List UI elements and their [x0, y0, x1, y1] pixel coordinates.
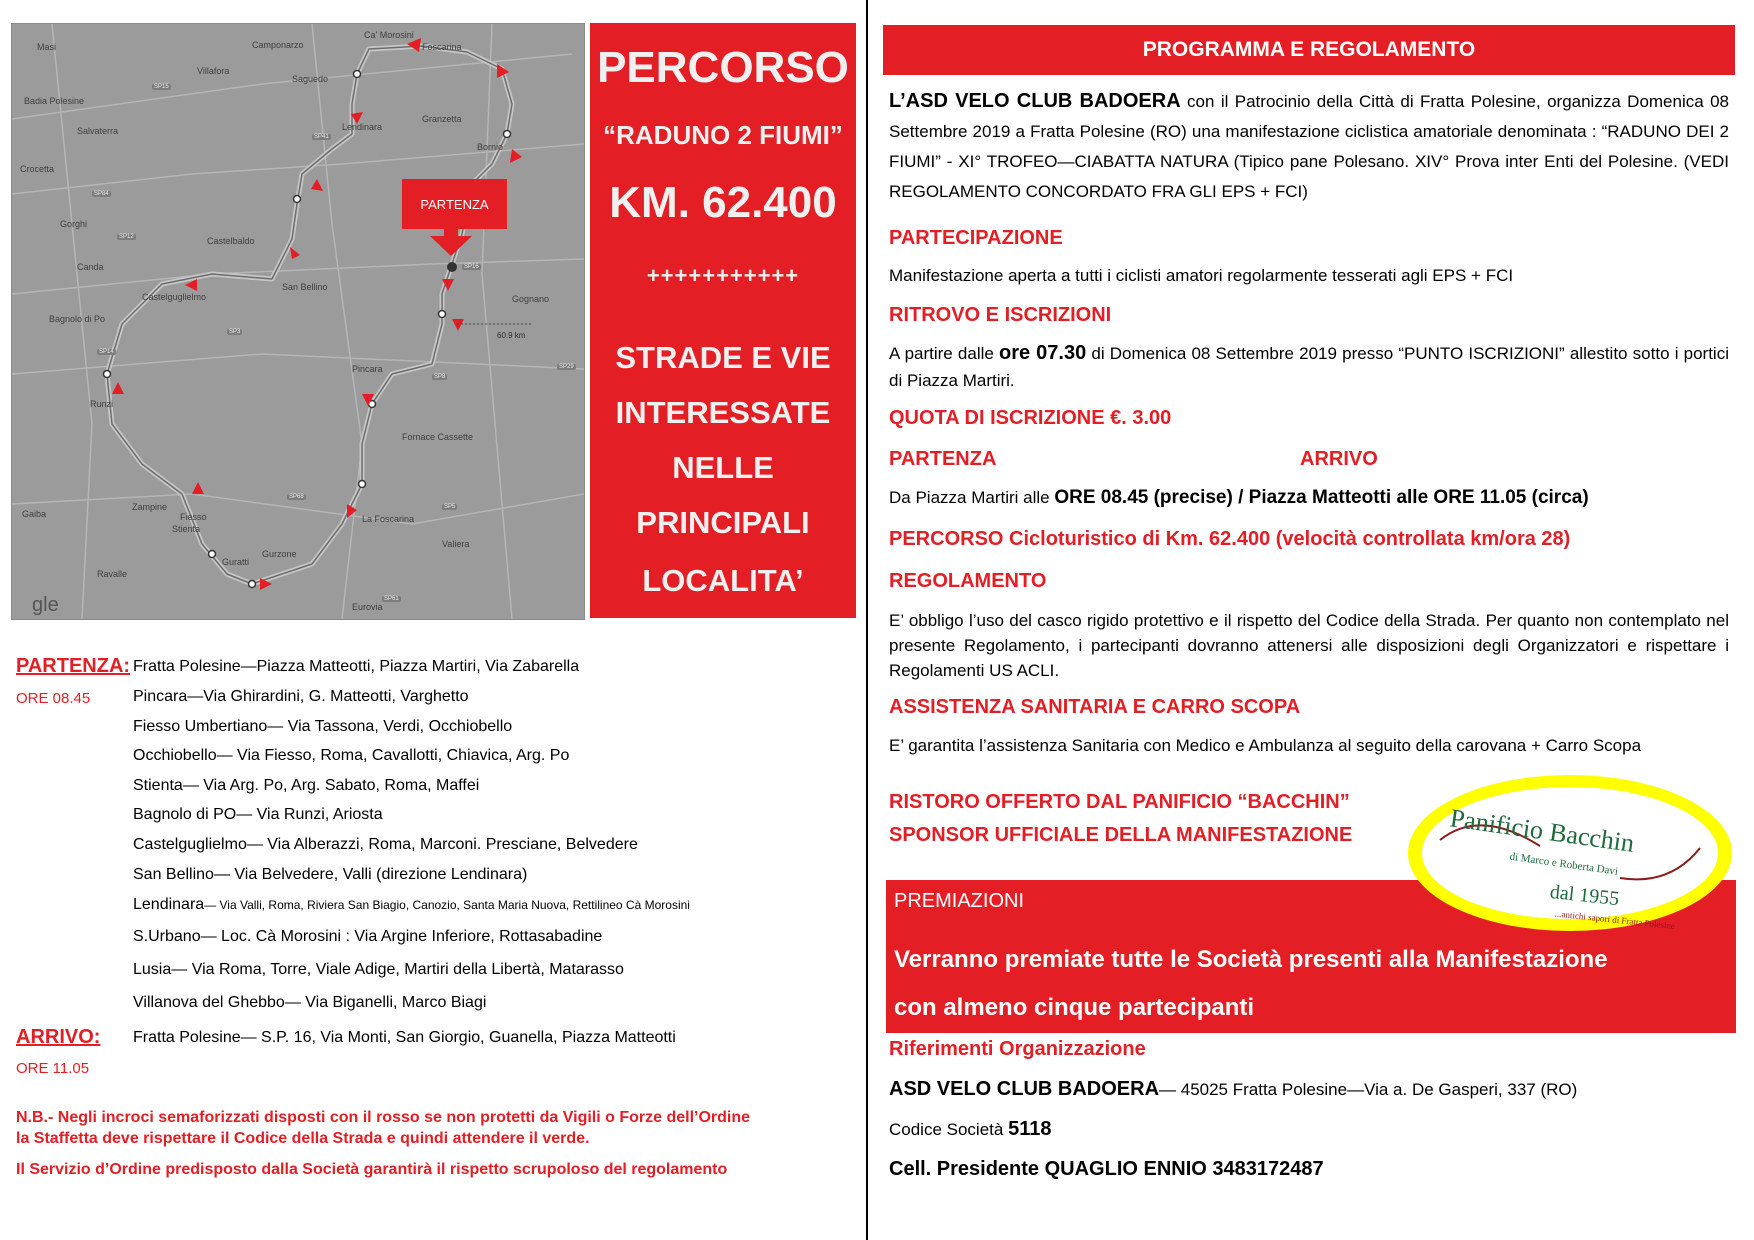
map-place: Stienta: [172, 524, 201, 534]
map-road-label: SP15: [154, 84, 169, 90]
map-place: Gaiba: [22, 509, 47, 519]
locality-row: [133, 896, 690, 914]
locality-row: [133, 994, 486, 1012]
quota-heading: QUOTA DI ISCRIZIONE €. 3.00: [889, 407, 1172, 429]
locality-town: Lendinara: [133, 896, 205, 913]
locality-row-arrivo: [133, 1029, 676, 1047]
codice-line: [889, 1118, 1051, 1141]
locality-town: Fratta Polesine: [133, 1029, 241, 1046]
codice-value: 5118: [1008, 1118, 1052, 1140]
org-address: — 45025 Fratta Polesine—Via a. De Gasperi, 337 (RO): [1159, 1080, 1578, 1099]
panificio-bacchin-logo: [1400, 768, 1740, 938]
map-road-label: SP41: [314, 134, 329, 140]
map-place: Runzi: [90, 399, 114, 409]
panel-title: PERCORSO: [597, 43, 849, 92]
ritrovo-time: ore 07.30: [999, 342, 1087, 364]
locality-streets: — Via Biganelli, Marco Biagi: [284, 994, 487, 1011]
map-distance-label: 60.9 km: [497, 331, 526, 340]
nb-note-line: N.B.- Negli incroci semaforizzati disposti con il rosso se non protetti da Vigili o Forze dell’Ordine: [16, 1109, 751, 1126]
locality-streets: — Via Tassona, Verdi, Occhiobello: [267, 718, 513, 735]
locality-row: [133, 747, 569, 765]
map-place: Granzetta: [422, 114, 462, 124]
ritrovo-paragraph: [889, 340, 1729, 394]
map-place: Bornio: [477, 142, 504, 152]
arrivo-section-heading: ARRIVO: [1300, 448, 1378, 470]
map-place: Gurzone: [262, 549, 297, 559]
map-place: Badia Polesine: [24, 96, 85, 106]
map-partenza-label: PARTENZA: [402, 179, 507, 229]
locality-row: [133, 777, 479, 795]
locality-row: [133, 866, 527, 884]
premiazioni-line: Verranno premiate tutte le Società presenti alla Manifestazione: [894, 946, 1608, 973]
map-place: Crocetta: [20, 164, 55, 174]
panel-line: NELLE: [672, 450, 774, 485]
premiazioni-heading: PREMIAZIONI: [894, 890, 1025, 912]
riferimenti-heading: Riferimenti Organizzazione: [889, 1038, 1146, 1060]
locality-streets: — Via Belvedere, Valli (direzione Lendinara): [213, 866, 528, 883]
logo-year: dal 1955: [1548, 880, 1621, 911]
map-road-label: SP3: [229, 329, 241, 335]
partenza-time: ORE 08.45: [16, 690, 91, 707]
map-attribution: gle: [32, 594, 59, 616]
locality-town: Fratta Polesine: [133, 658, 241, 675]
map-place: Fornace Cassette: [402, 432, 474, 442]
locality-streets: — Via Arg. Po, Arg. Sabato, Roma, Maffei: [182, 777, 480, 794]
map-road-label: SP8: [434, 374, 446, 380]
partecipazione-text: Manifestazione aperta a tutti i ciclisti amatori regolarmente tesserati agli EPS + FCI: [889, 266, 1514, 285]
locality-town: Fiesso Umbertiano: [133, 718, 268, 735]
locality-town: Bagnolo di PO: [133, 806, 237, 823]
partenza-section-heading: PARTENZA: [889, 448, 997, 470]
org-line: [889, 1078, 1577, 1101]
map-road-label: SP14: [99, 349, 114, 355]
orari-line: [889, 487, 1589, 509]
org-name: ASD VELO CLUB BADOERA: [889, 1078, 1160, 1100]
map-place: Zampine: [132, 502, 168, 512]
partecipazione-heading: PARTECIPAZIONE: [889, 227, 1063, 249]
organizer-name: L’ASD VELO CLUB BADOERA: [889, 90, 1181, 112]
locality-streets: —Piazza Matteotti, Piazza Martiri, Via Zabarella: [240, 658, 580, 675]
locality-town: Occhiobello: [133, 747, 217, 764]
arrivo-time: ORE 11.05: [16, 1060, 90, 1077]
partenza-heading: PARTENZA:: [16, 655, 131, 677]
map-place: Castelguglielmo: [142, 292, 207, 302]
codice-label: Codice Società: [889, 1120, 1009, 1139]
map-place: Eurovia: [352, 602, 383, 612]
regolamento-text: E’ obbligo l’uso del casco rigido protettivo e il rispetto del Codice della Strada. Per quanto non contemplato nel presente Regolamento, i partecipanti dovranno attenersi alle disposizioni degli Organizzatori e rispettare i Regolamenti US ACLI.: [889, 611, 1729, 680]
map-place: Masi: [37, 42, 57, 52]
map-road-label: SP16: [464, 264, 479, 270]
percorso-line: PERCORSO Cicloturistico di Km. 62.400 (velocità controllata km/ora 28): [889, 528, 1571, 550]
panel-distance: KM. 62.400: [609, 178, 837, 227]
column-divider: [866, 0, 868, 1240]
locality-town: Pincara: [133, 688, 188, 705]
premiazioni-text: [894, 936, 1608, 1032]
map-road-label: SP5: [444, 504, 456, 510]
map-place: San Bellino: [282, 282, 328, 292]
locality-streets: — Via Runzi, Ariosta: [236, 806, 383, 823]
map-place: Bagnolo di Po: [49, 314, 106, 324]
locality-streets: — Via Fiesso, Roma, Cavallotti, Chiavica, Arg. Po: [216, 747, 570, 764]
panel-line: LOCALITA’: [642, 563, 804, 598]
map-place: La Foscarina: [362, 514, 415, 524]
locality-row: [133, 806, 383, 824]
map-place: Valiera: [442, 539, 470, 549]
locality-town: S.Urbano: [133, 928, 201, 945]
route-title-panel: [590, 23, 856, 618]
cell-line: Cell. Presidente QUAGLIO ENNIO 3483172487: [889, 1158, 1324, 1180]
nb-note-line: Il Servizio d’Ordine predisposto dalla Società garantirà il rispetto scrupoloso del regolamento: [16, 1161, 728, 1178]
logo-name: Panificio Bacchin: [1448, 803, 1637, 858]
map-place: Villafora: [197, 66, 230, 76]
locality-streets: — Loc. Cà Morosini : Via Argine Inferiore, Rottasabadine: [200, 928, 603, 945]
map-road-label: SP84: [94, 191, 109, 197]
locality-row: [133, 688, 469, 706]
logo-tagline: ...antichi sapori di Fratta Polesine: [1554, 908, 1676, 932]
panel-separator: +++++++++++: [646, 263, 800, 288]
locality-row: [133, 961, 624, 979]
locality-town: Stienta: [133, 777, 183, 794]
locality-streets: — Via Alberazzi, Roma, Marconi. Presciane, Belvedere: [246, 836, 638, 853]
locality-row: [133, 836, 638, 854]
assistenza-heading: ASSISTENZA SANITARIA E CARRO SCOPA: [889, 696, 1301, 718]
map-place: Ravalle: [97, 569, 128, 579]
map-place: Saguedo: [292, 74, 329, 84]
ristoro-line: RISTORO OFFERTO DAL PANIFICIO “BACCHIN”: [889, 791, 1350, 813]
locality-row: [133, 658, 579, 676]
sponsor-line: SPONSOR UFFICIALE DELLA MANIFESTAZIONE: [889, 824, 1353, 846]
locality-streets: —Via Ghirardini, G. Matteotti, Varghetto: [187, 688, 469, 705]
map-place: Pincara: [352, 364, 383, 374]
map-road-label: SP68: [289, 494, 304, 500]
premiazioni-line: con almeno cinque partecipanti: [894, 994, 1255, 1021]
locality-streets: — Via Valli, Roma, Riviera San Biagio, Canozio, Santa Maria Nuova, Rettilineo Cà Morosini: [204, 898, 690, 912]
map-place: Lendinara: [342, 122, 383, 132]
map-road-label: SP29: [559, 364, 574, 370]
ritrovo-pre: A partire dalle: [889, 344, 1000, 363]
locality-town: San Bellino: [133, 866, 214, 883]
panel-subtitle: “RADUNO 2 FIUMI”: [603, 120, 843, 150]
locality-row: [133, 718, 512, 736]
assistenza-text: E’ garantita l’assistenza Sanitaria con Medico e Ambulanza al seguito della carovana + Carro Scopa: [889, 736, 1642, 755]
map-place: Fiesso: [180, 512, 207, 522]
locality-streets: — Via Roma, Torre, Viale Adige, Martiri della Libertà, Matarasso: [171, 961, 624, 978]
map-place: Gorghi: [60, 219, 88, 229]
ritrovo-heading: RITROVO E ISCRIZIONI: [889, 304, 1112, 326]
map-place: Salvaterra: [77, 126, 119, 136]
map-place: Foscarina: [422, 42, 462, 52]
locality-town: Villanova del Ghebbo: [133, 994, 285, 1011]
programma-banner: PROGRAMMA E REGOLAMENTO: [883, 25, 1735, 75]
map-place: Canda: [77, 262, 104, 272]
ritrovo-post: di Domenica 08 Settembre 2019 presso “PUNTO ISCRIZIONI” allestito sotto i portici di Piazza Martiri.: [889, 344, 1729, 390]
map-road-label: SP61: [384, 596, 399, 602]
panel-line: STRADE E VIE: [615, 340, 831, 375]
intro-paragraph: [889, 86, 1729, 207]
arrivo-heading: ARRIVO:: [16, 1026, 101, 1048]
panel-line: PRINCIPALI: [636, 505, 810, 540]
locality-streets: — S.P. 16, Via Monti, San Giorgio, Guanella, Piazza Matteotti: [240, 1029, 676, 1046]
map-place: Castelbaldo: [207, 236, 255, 246]
map-road-label: SP12: [119, 234, 134, 240]
map-place: Guratti: [222, 557, 250, 567]
map-place: Ca' Morosini: [364, 30, 414, 40]
map-place: Camponarzo: [252, 40, 304, 50]
orari-times: ORE 08.45 (precise) / Piazza Matteotti alle ORE 11.05 (circa): [1054, 487, 1589, 508]
regolamento-heading: REGOLAMENTO: [889, 570, 1047, 592]
orari-pre: Da Piazza Martiri alle: [889, 488, 1055, 507]
locality-row: [133, 928, 602, 946]
locality-town: Castelguglielmo: [133, 836, 247, 853]
map-place: Gognano: [512, 294, 550, 304]
nb-note-line: la Staffetta deve rispettare il Codice della Strada e quindi attendere il verde.: [16, 1130, 590, 1147]
logo-subtitle: di Marco e Roberta Davi: [1508, 850, 1619, 878]
locality-town: Lusia: [133, 961, 172, 978]
intro-text: con il Patrocinio della Città di Fratta Polesine, organizza Domenica 08 Settembre 2019 a Fratta Polesine (RO) una manifestazione ciclistica amatoriale denominata : “RADUNO DEI 2 FIUMI” - XI° TROFEO—CIABATTA NATURA (Tipico pane Polesano. XIV° Prova inter Enti del Polesine. (VEDI REGOLAMENTO CONCORDATO FRA GLI EPS + FCI): [889, 92, 1729, 201]
panel-line: INTERESSATE: [615, 395, 831, 430]
route-map: [11, 23, 585, 620]
